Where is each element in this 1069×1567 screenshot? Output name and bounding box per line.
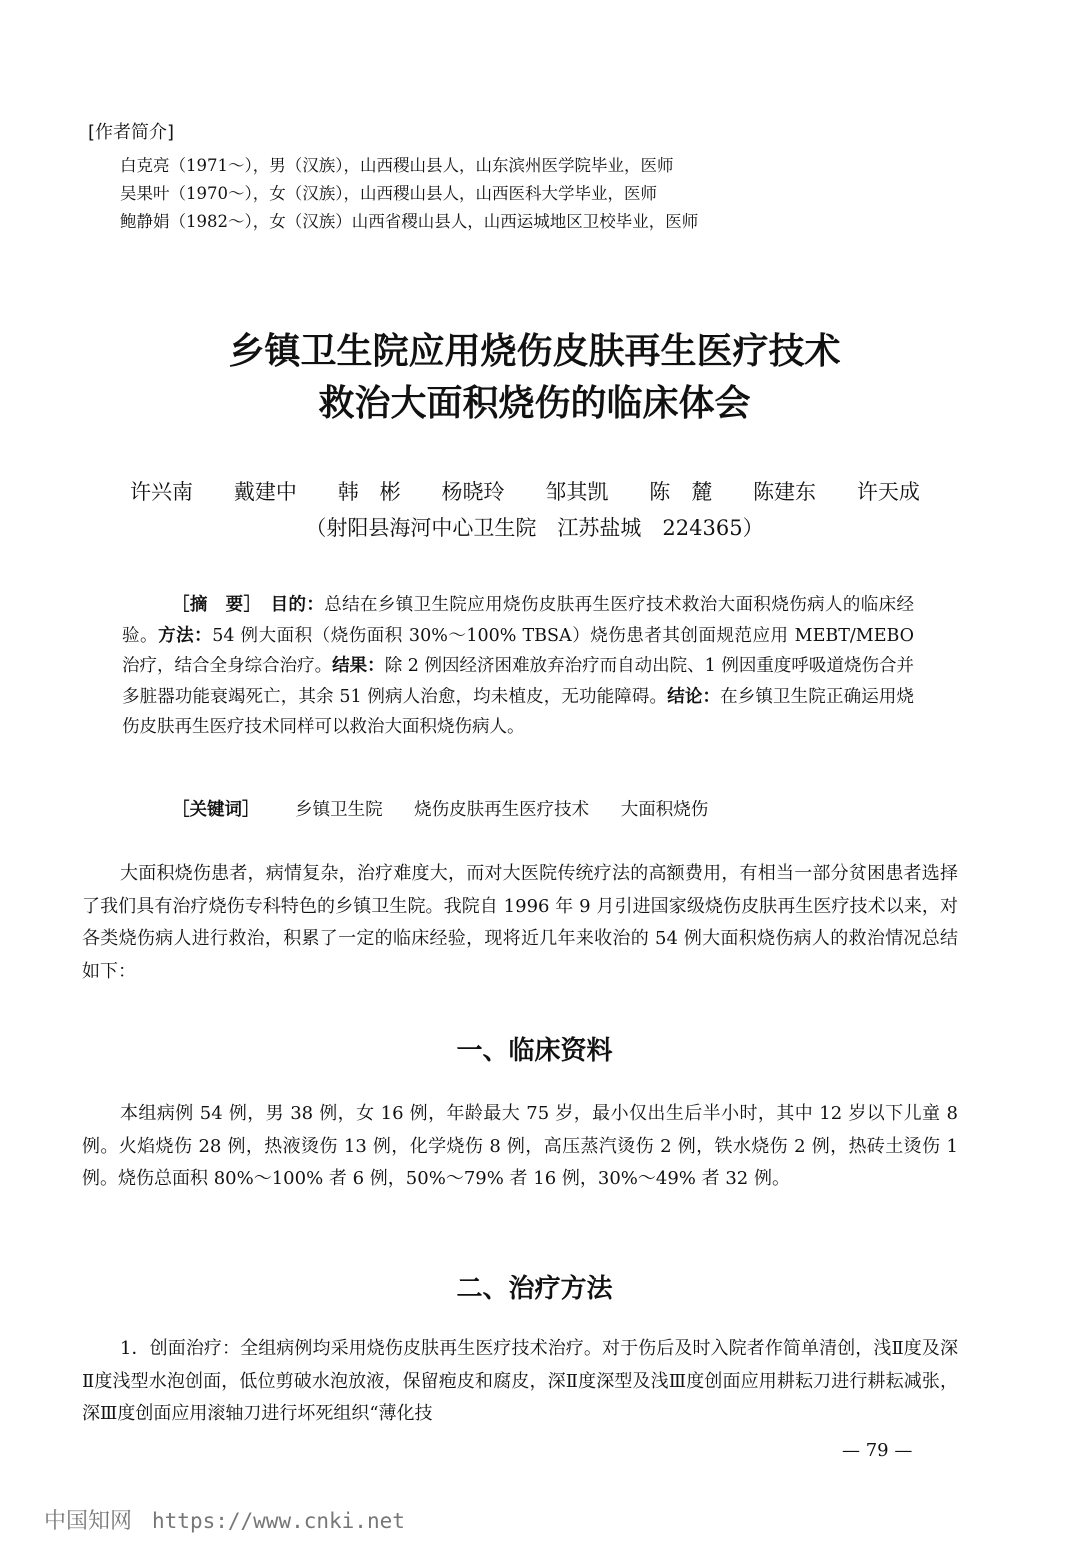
- author-name: 戴建中: [233, 480, 297, 504]
- page-number: — 79 —: [842, 1440, 913, 1461]
- title-line-2: 救治大面积烧伤的临床体会: [318, 383, 751, 424]
- article-title: [0, 326, 1069, 430]
- keyword: 烧伤皮肤再生医疗技术: [414, 800, 590, 820]
- author-name: 邹其凯: [545, 480, 609, 504]
- watermark-url[interactable]: https://www.cnki.net: [152, 1509, 405, 1533]
- cnki-watermark: [44, 1504, 405, 1535]
- author-intro: [88, 118, 988, 236]
- author-intro-line: 吴果叶（1970～），女（汉族），山西稷山县人，山西医科大学毕业，医师: [120, 184, 657, 203]
- keyword: 大面积烧伤: [620, 800, 709, 820]
- author-name: 许兴南: [130, 480, 193, 504]
- conclusion-text: 在乡镇卫生院正确运用烧伤皮肤再生医疗技术同样可以救治大面积烧伤病人。: [122, 686, 914, 737]
- result-text: 除 2 例因经济困难放弃治疗而自动出院、1 例因重度呼吸道烧伤合并多脏器功能衰竭死亡，其余 51 例病人治愈，均未植皮，无功能障碍。: [122, 656, 914, 707]
- objective-text: 总结在乡镇卫生院应用烧伤皮肤再生医疗技术救治大面积烧伤病人的临床经验。: [122, 595, 915, 646]
- title-line-1: 乡镇卫生院应用烧伤皮肤再生医疗技术: [228, 331, 841, 372]
- author-name: 杨晓玲: [441, 480, 505, 504]
- watermark-brand: 中国知网: [44, 1509, 133, 1534]
- abstract: [122, 590, 914, 743]
- author-intro-line: 白克亮（1971～），男（汉族），山西稷山县人，山东滨州医学院毕业，医师: [120, 156, 674, 175]
- section-heading-1: 一、临床资料: [456, 1036, 613, 1066]
- intro-paragraph: 大面积烧伤患者，病情复杂，治疗难度大，而对大医院传统疗法的高额费用，有相当一部分贫困患者选择了我们具有治疗烧伤专科特色的乡镇卫生院。我院自 1996 年 9 月引进国家级烧伤皮肤再生医疗技术以来，对各类烧伤病人进行救治，积累了一定的临床经验，现将近几年来收治的 54 例大面积烧伤病人的救治情况总结如下：: [82, 863, 958, 982]
- keywords: [172, 796, 734, 821]
- author-list: [130, 474, 920, 510]
- author-name: 陈 麓: [649, 480, 713, 504]
- abstract-label: ［摘 要］: [172, 595, 253, 615]
- section-heading-2: 二、治疗方法: [456, 1274, 613, 1304]
- affiliation: （射阳县海河中心卫生院 江苏盐城 224365）: [305, 516, 764, 540]
- keyword: 乡镇卫生院: [295, 800, 383, 820]
- author-intro-header: [作者简介]: [88, 122, 175, 143]
- keywords-label: ［关键词］: [172, 800, 260, 820]
- author-intro-line: 鲍静娟（1982～），女（汉族）山西省稷山县人，山西运城地区卫校毕业，医师: [120, 212, 699, 231]
- section-2-paragraph: 1．创面治疗：全组病例均采用烧伤皮肤再生医疗技术治疗。对于伤后及时入院者作简单清创，浅Ⅱ度及深Ⅱ度浅型水泡创面，低位剪破水泡放液，保留疱皮和腐皮，深Ⅱ度深型及浅Ⅲ度创面应用耕耘刀进行耕耘减张，深Ⅲ度创面应用滚轴刀进行坏死组织“薄化技: [82, 1338, 958, 1424]
- author-name: 韩 彬: [337, 480, 401, 504]
- author-name: 陈建东: [753, 480, 817, 504]
- conclusion-label: 结论：: [667, 686, 721, 707]
- section-1-paragraph: 本组病例 54 例，男 38 例，女 16 例，年龄最大 75 岁，最小仅出生后半小时，其中 12 岁以下儿童 8 例。火焰烧伤 28 例，热液烫伤 13 例，化学烧伤 8 例，高压蒸汽烫伤 2 例，铁水烧伤 2 例，热砖土烫伤 1 例。烧伤总面积 80%～100% 者 6 例，50%～79% 者 16 例，30%～49% 者 32 例。: [82, 1103, 958, 1189]
- author-name: 许天成: [856, 480, 920, 504]
- method-text: 54 例大面积（烧伤面积 30%～100% TBSA）烧伤患者其创面规范应用 MEBT/MEBO 治疗，结合全身综合治疗。: [122, 625, 915, 676]
- objective-label: 目的：: [270, 595, 325, 615]
- method-label: 方法：: [158, 625, 213, 646]
- result-label: 结果：: [332, 656, 385, 676]
